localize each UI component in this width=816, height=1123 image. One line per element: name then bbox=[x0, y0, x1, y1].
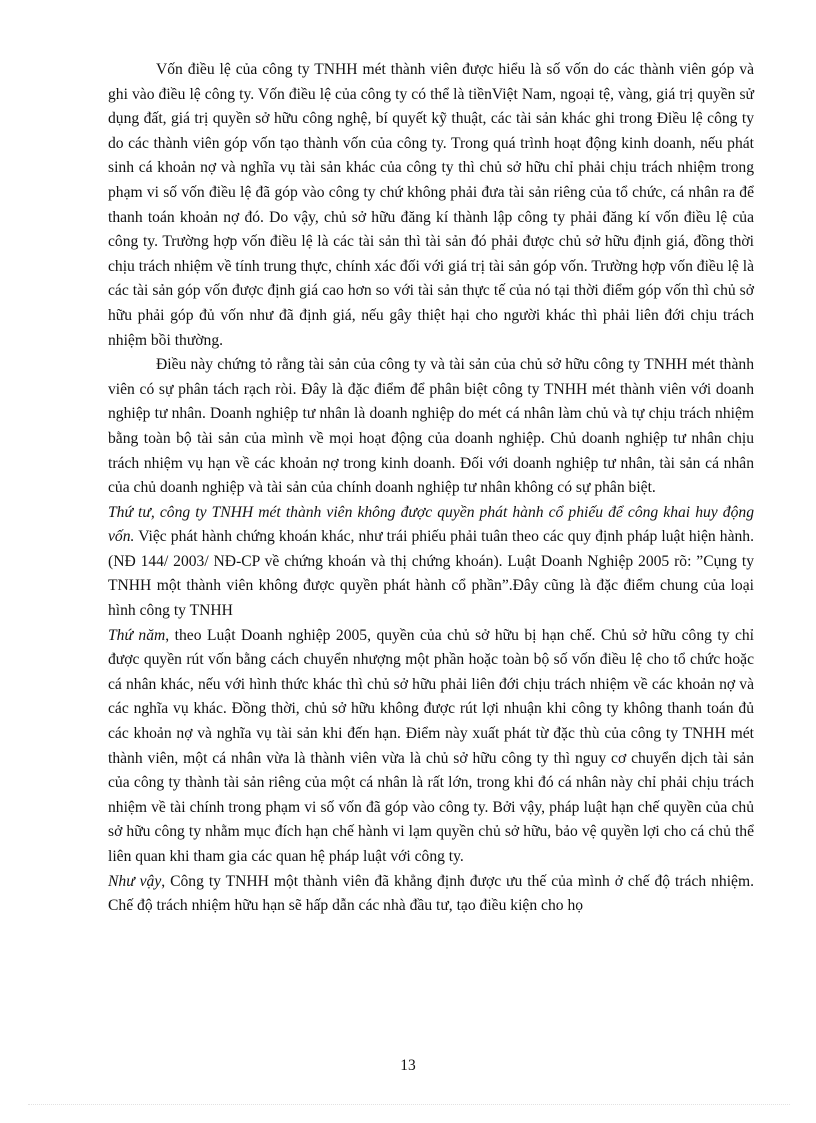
page-bottom-divider bbox=[28, 1104, 790, 1105]
paragraph-text: , theo Luật Doanh nghiệp 2005, quyền của chủ sở hữu bị hạn chế. Chủ sở hữu công ty chỉ được quyền rút vốn bằng cách chuyển nhượng một phần hoặc toàn bộ số vốn điều lệ cho tổ chức hoặc cá nhân khác, nếu với hình thức khác thì chủ sở hữu phải liên đới chịu trách nhiệm về các khoản nợ và các nghĩa vụ khác. Đồng thời, chủ sở hữu không được rút lợi nhuận khi công ty không thanh toán đủ các khoản nợ và nghĩa vụ tài sản khi đến hạn. Điểm này xuất phát từ đặc thù của công ty TNHH mét thành viên, một cá nhân vừa là thành viên vừa là chủ sở hữu công ty thì nguy cơ chuyển dịch tài sản của công ty thành tài sản riêng của một cá nhân là rất lớn, trong khi đó cá nhân này chỉ phải chịu trách nhiệm về tài chính trong phạm vi số vốn đã góp vào công ty. Bởi vậy, pháp luật hạn chế quyền của chủ sở hữu công ty nhằm mục đích hạn chế hành vi lạm quyền chủ sở hữu, bảo vệ quyền lợi cho cá chủ thể liên quan khi tham gia các quan hệ pháp luật với công ty. bbox=[108, 626, 754, 865]
document-body bbox=[108, 58, 754, 919]
paragraph-charter-capital bbox=[108, 58, 754, 353]
paragraph-asset-separation bbox=[108, 353, 754, 501]
paragraph-fourth-point bbox=[108, 501, 754, 624]
paragraph-text: Điều này chứng tỏ rằng tài sản của công ty và tài sản của chủ sở hữu công ty TNHH mét thành viên có sự phân tách rạch ròi. Đây là đặc điểm để phân biệt công ty TNHH mét thành viên với doanh nghiệp tư nhân. Doanh nghiệp tư nhân là doanh nghiệp do mét cá nhân làm chủ và tự chịu trách nhiệm bằng toàn bộ tài sản của mình về mọi hoạt động của doanh nghiệp. Chủ doanh nghiệp tư nhân chịu trách nhiệm vụ hạn về các khoản nợ trong kinh doanh. Đối với doanh nghiệp tư nhân, tài sản cá nhân của chủ doanh nghiệp và tài sản của chính doanh nghiệp tư nhân không có sự phân biệt. bbox=[108, 356, 754, 497]
paragraph-text: Vốn điều lệ của công ty TNHH mét thành viên được hiểu là số vốn do các thành viên góp và ghi vào điều lệ công ty. Vốn điều lệ của công ty có thể là tiềnViệt Nam, ngoại tệ, vàng, giá trị quyền sử dụng đất, giá trị quyền sở hữu công nghệ, bí quyết kỹ thuật, các tài sản khác ghi trong Điều lệ công ty do các thành viên góp vốn tạo thành vốn của công ty. Trong quá trình hoạt động kinh doanh, nếu phát sinh cá khoản nợ và nghĩa vụ tài sản khác của công ty thì chủ sở hữu chỉ phải chịu trách nhiệm trong phạm vi số vốn điều lệ đã góp vào công ty chứ không phải đưa tài sản riêng của tổ chức, cá nhân ra để thanh toán khoản nợ đó. Do vậy, chủ sở hữu đăng kí thành lập công ty phải đăng kí vốn điều lệ của công ty. Trường hợp vốn điều lệ là các tài sản thì tài sản đó phải được chủ sở hữu định giá, đồng thời chịu trách nhiệm về tính trung thực, chính xác đối với giá trị tài sản góp vốn. Trường hợp vốn điều lệ là các tài sản góp vốn được định giá cao hơn so với tài sản thực tế của nó tại thời điểm góp vốn thì chủ sở hữu phải góp đủ vốn như đã định giá, nếu gây thiệt hại cho người khác thì phải liên đới chịu trách nhiệm bồi thường. bbox=[108, 61, 754, 349]
paragraph-fifth-point bbox=[108, 624, 754, 870]
paragraph-lead: Thứ tư, công ty TNHH mét thành viên không được quyền phát hành cổ phiếu để công khai huy động vốn. bbox=[108, 503, 754, 546]
page-number: 13 bbox=[400, 1057, 416, 1074]
paragraph-conclusion bbox=[108, 870, 754, 919]
paragraph-lead: Như vậy bbox=[108, 872, 162, 890]
paragraph-text: Việc phát hành chứng khoán khác, như trái phiếu phải tuân theo các quy định pháp luật hiện hành. (NĐ 144/ 2003/ NĐ-CP về chứng khoán và thị chứng khoán). Luật Doanh Nghiệp 2005 rõ: ”Cụng ty TNHH một thành viên không được quyền phát hành cổ phần”.Đây cũng là đặc điểm chung của loại hình công ty TNHH bbox=[108, 528, 754, 620]
paragraph-text: , Công ty TNHH một thành viên đã khẳng định được ưu thế của mình ở chế độ trách nhiệm. Chế độ trách nhiệm hữu hạn sẽ hấp dẫn các nhà đầu tư, tạo điều kiện cho họ bbox=[108, 872, 754, 915]
paragraph-lead: Thứ năm bbox=[108, 626, 166, 644]
